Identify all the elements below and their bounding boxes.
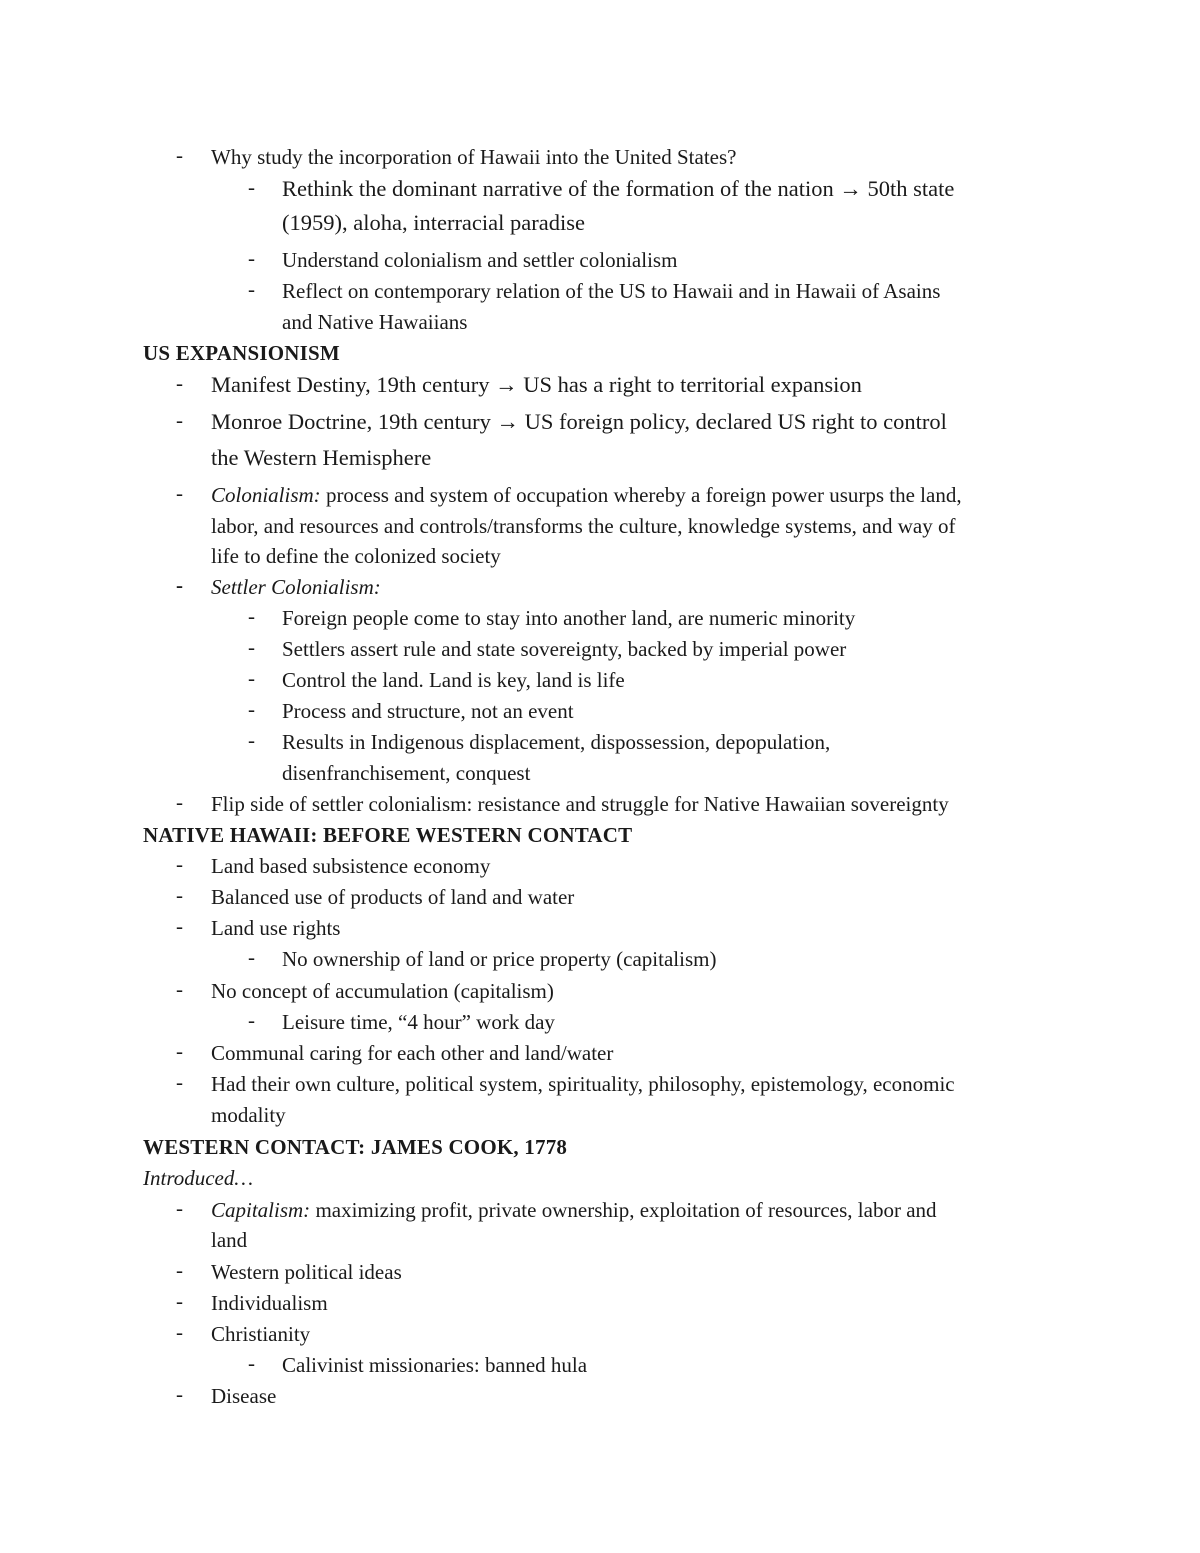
bullet-dash: - <box>176 371 183 395</box>
intro-reflect: Reflect on contemporary relation of the US to Hawaii and in Hawaii of Asains <box>282 279 941 303</box>
introduced-label: Introduced… <box>143 1166 254 1190</box>
bullet-dash: - <box>248 635 255 659</box>
bullet-dash: - <box>176 481 183 505</box>
bullet-dash: - <box>176 977 183 1001</box>
bullet-dash: - <box>176 1258 183 1282</box>
heading-us-expansionism: US EXPANSIONISM <box>143 341 340 365</box>
bullet-dash: - <box>176 1320 183 1344</box>
colonialism-text: process and system of occupation whereby a foreign power usurps the land, <box>320 483 962 507</box>
bullet-dash: - <box>248 246 255 270</box>
native-item: No concept of accumulation (capitalism) <box>211 979 554 1003</box>
intro-reflect-cont: and Native Hawaiians <box>282 310 468 334</box>
bullet-dash: - <box>176 1039 183 1063</box>
capitalism-term: Capitalism: <box>211 1198 311 1222</box>
native-item: Communal caring for each other and land/water <box>211 1041 614 1065</box>
intro-understand: Understand colonialism and settler colonialism <box>282 248 678 272</box>
monroe-doctrine: Monroe Doctrine, 19th century → US foreign policy, declared US right to control <box>211 409 947 434</box>
bullet-dash: - <box>176 790 183 814</box>
flip-side: Flip side of settler colonialism: resistance and struggle for Native Hawaiian sovereignty <box>211 792 949 816</box>
bullet-dash: - <box>176 1070 183 1094</box>
western-item: Christianity <box>211 1322 311 1346</box>
intro-question: Why study the incorporation of Hawaii into the United States? <box>211 145 737 169</box>
bullet-dash: - <box>176 883 183 907</box>
settler-colonialism-term: Settler Colonialism: <box>211 575 381 599</box>
native-item: Land use rights <box>211 916 341 940</box>
western-item: Western political ideas <box>211 1260 402 1284</box>
manifest-destiny: Manifest Destiny, 19th century → US has a right to territorial expansion <box>211 372 862 397</box>
settler-item: Foreign people come to stay into another land, are numeric minority <box>282 606 856 630</box>
western-item: Disease <box>211 1384 277 1408</box>
capitalism-cont: land <box>211 1228 248 1252</box>
bullet-dash: - <box>248 1008 255 1032</box>
capitalism-text: maximizing profit, private ownership, exploitation of resources, labor and <box>310 1198 937 1222</box>
western-item: Individualism <box>211 1291 328 1315</box>
colonialism-cont-1: labor, and resources and controls/transforms the culture, knowledge systems, and way of <box>211 514 956 538</box>
settler-item: Settlers assert rule and state sovereignty, backed by imperial power <box>282 637 847 661</box>
bullet-dash: - <box>248 175 255 199</box>
western-subitem: Calivinist missionaries: banned hula <box>282 1353 588 1377</box>
colonialism-term: Colonialism: <box>211 483 321 507</box>
intro-rethink: Rethink the dominant narrative of the formation of the nation → 50th state <box>282 176 955 201</box>
settler-item-cont: disenfranchisement, conquest <box>282 761 531 785</box>
bullet-dash: - <box>248 1351 255 1375</box>
colonialism-definition <box>211 481 962 509</box>
bullet-dash: - <box>176 1289 183 1313</box>
capitalism-definition <box>211 1196 937 1224</box>
native-item-cont: modality <box>211 1103 286 1127</box>
bullet-dash: - <box>248 945 255 969</box>
native-subitem: No ownership of land or price property (capitalism) <box>282 947 717 971</box>
native-item: Balanced use of products of land and water <box>211 885 575 909</box>
bullet-dash: - <box>248 666 255 690</box>
heading-native-hawaii: NATIVE HAWAII: BEFORE WESTERN CONTACT <box>143 823 633 847</box>
bullet-dash: - <box>176 143 183 167</box>
bullet-dash: - <box>176 408 183 432</box>
bullet-dash: - <box>248 697 255 721</box>
bullet-dash: - <box>176 852 183 876</box>
bullet-dash: - <box>248 604 255 628</box>
bullet-dash: - <box>176 573 183 597</box>
native-item: Had their own culture, political system, spirituality, philosophy, epistemology, economic <box>211 1072 955 1096</box>
bullet-dash: - <box>176 914 183 938</box>
bullet-dash: - <box>248 277 255 301</box>
native-item: Land based subsistence economy <box>211 854 491 878</box>
settler-item: Process and structure, not an event <box>282 699 574 723</box>
colonialism-cont-2: life to define the colonized society <box>211 544 501 568</box>
bullet-dash: - <box>248 728 255 752</box>
monroe-doctrine-cont: the Western Hemisphere <box>211 445 432 470</box>
native-subitem: Leisure time, “4 hour” work day <box>282 1010 555 1034</box>
intro-rethink-cont: (1959), aloha, interracial paradise <box>282 210 585 235</box>
settler-item: Results in Indigenous displacement, dispossession, depopulation, <box>282 730 831 754</box>
bullet-dash: - <box>176 1196 183 1220</box>
heading-western-contact: WESTERN CONTACT: JAMES COOK, 1778 <box>143 1135 568 1159</box>
settler-item: Control the land. Land is key, land is life <box>282 668 625 692</box>
bullet-dash: - <box>176 1382 183 1406</box>
